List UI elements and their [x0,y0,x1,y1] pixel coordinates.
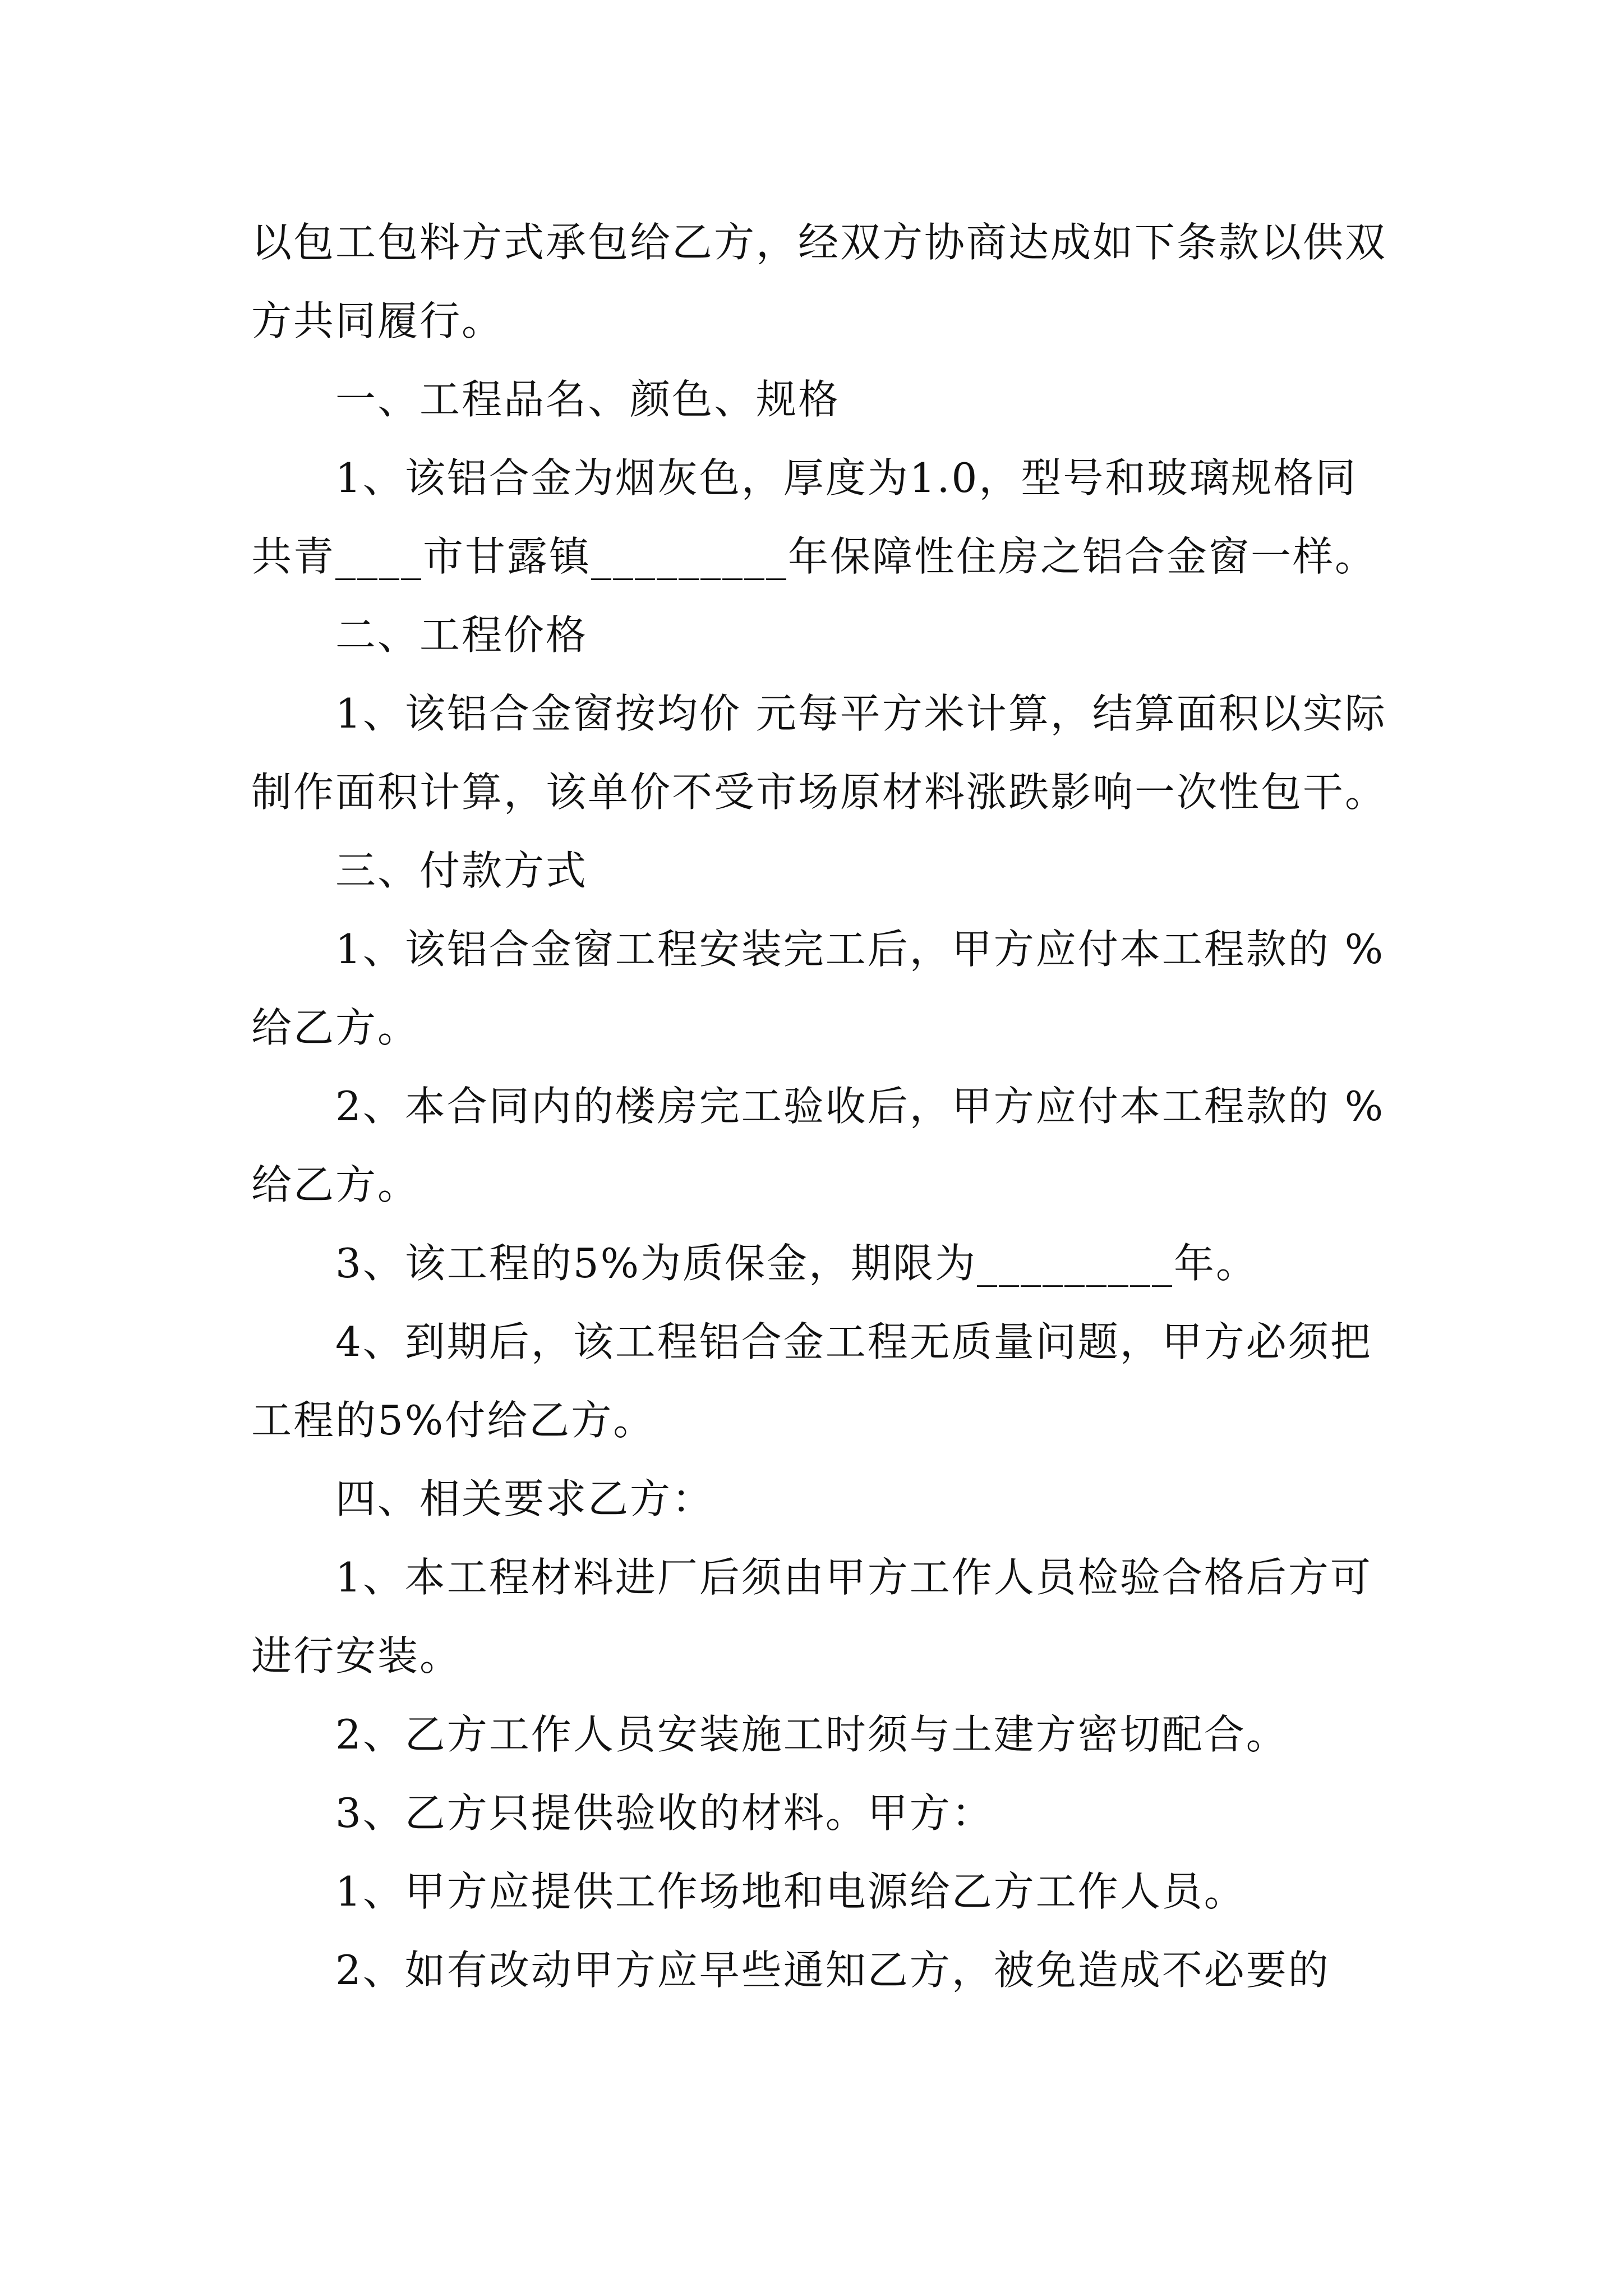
paragraph-3-2: 2、本合同内的楼房完工验收后，甲方应付本工程款的 %给乙方。 [251,1083,1385,1208]
section-heading-4: 四、相关要求乙方： [335,1475,714,1522]
paragraph-intro-continuation: 以包工包料方式承包给乙方，经双方协商达成如下条款以供双方共同履行。 [251,219,1387,344]
paragraph-3-3: 3、该工程的5%为质保金，期限为_________年。 [335,1240,1258,1287]
paragraph-2-1: 1、该铝合金窗按均价 元每平方米计算，结算面积以实际制作面积计算，该单价不受市场原材料涨跌影响一次性包干。 [251,690,1387,816]
paragraph-4-2: 2、乙方工作人员安装施工时须与土建方密切配合。 [335,1711,1288,1758]
paragraph-1-1: 1、该铝合金为烟灰色，厚度为1.0，型号和玻璃规格同共青____市甘露镇_________年保障性住房之铝合金窗一样。 [251,454,1377,580]
paragraph-4-party-a-2: 2、如有改动甲方应早些通知乙方，被免造成不必要的 [335,1947,1330,1994]
section-heading-3: 三、付款方式 [335,847,588,894]
paragraph-3-1: 1、该铝合金窗工程安装完工后，甲方应付本工程款的 %给乙方。 [251,926,1385,1051]
section-heading-2: 二、工程价格 [335,611,588,659]
paragraph-3-4: 4、到期后，该工程铝合金工程无质量问题，甲方必须把工程的5%付给乙方。 [251,1318,1372,1444]
section-heading-1: 一、工程品名、颜色、规格 [335,376,841,423]
paragraph-4-party-a-1: 1、甲方应提供工作场地和电源给乙方工作人员。 [335,1868,1246,1915]
paragraph-4-1: 1、本工程材料进厂后须由甲方工作人员检验合格后方可进行安装。 [251,1554,1372,1680]
document-body [251,203,1395,2009]
paragraph-4-3: 3、乙方只提供验收的材料。甲方： [335,1789,994,1837]
